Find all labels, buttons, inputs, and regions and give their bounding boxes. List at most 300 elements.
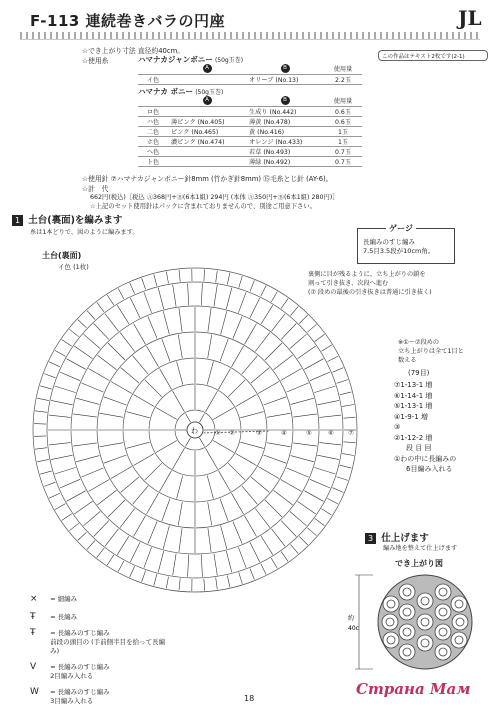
price-line-1: 662円(税込)［税込 Ⓐ368円+Ⓑ(6本1組) 294円 (本体 Ⓐ350円+Ⓑ(6本1組) 280円)］ [90, 194, 339, 201]
stitch-mark [73, 443, 97, 446]
stitch-mark [206, 448, 218, 469]
stitch-mark [267, 413, 291, 417]
stitch-mark [144, 547, 152, 568]
section-3-sub: 編み地を整えて仕上げます [383, 545, 458, 552]
dimension-label: 約 [348, 615, 355, 622]
stitch-mark [337, 477, 348, 481]
stitch-mark [322, 509, 332, 515]
stitch-mark [317, 400, 339, 404]
list-item: ⑦1-13-1 増 [394, 381, 433, 389]
stitch-mark [34, 424, 46, 425]
stitch-mark [315, 519, 325, 526]
rose-motif [435, 604, 451, 620]
stitch-mark [60, 479, 80, 488]
stitch-mark [134, 516, 146, 537]
stitch-mark [55, 350, 66, 356]
stitch-mark [293, 414, 317, 417]
stitch-mark [73, 414, 97, 417]
stitch-mark [49, 415, 71, 417]
stitch-mark [89, 369, 110, 381]
stitch-mark [272, 529, 286, 546]
col-a-badge: A [203, 64, 212, 73]
stitch-mark [299, 315, 307, 324]
stitch-mark [49, 443, 71, 445]
table-row: ハ色 薄ピンク (No.405) 薄黄 (No.478) 0.6玉 [138, 116, 362, 126]
col-b-badge: B [281, 64, 290, 73]
stitch-mark [162, 499, 170, 522]
stitch-mark [207, 361, 213, 384]
stitch-mark [188, 555, 189, 577]
stitch-mark [108, 500, 125, 517]
rose-motif [399, 584, 415, 600]
stitch-mark [213, 441, 234, 453]
stitch-mark [281, 324, 296, 340]
stitch-mark [293, 443, 317, 446]
stitch-mark [290, 511, 307, 525]
yarn-table-1 [138, 64, 362, 85]
stitch-mark [34, 436, 46, 437]
stitch-mark [281, 480, 302, 492]
stitch-mark [179, 270, 180, 282]
increase-2-icon: V [30, 662, 37, 672]
stitch-mark [154, 274, 157, 286]
stitch-mark [142, 278, 146, 289]
stitch-mark [255, 332, 270, 351]
stitch-mark [219, 369, 231, 390]
stitch-mark [242, 356, 258, 374]
stitch-mark [227, 576, 230, 588]
stitch-mark [78, 532, 87, 540]
watermark: Страна Мам [356, 680, 471, 698]
row-note: ※①～⑦段めの 立ち上がりは全て1目と 数える [398, 339, 464, 364]
rose-motif [417, 614, 433, 630]
stitch-mark [67, 359, 86, 370]
stitch-mark [272, 314, 286, 331]
stitch-mark [281, 521, 296, 537]
stitch-mark [200, 438, 205, 447]
table-header [138, 64, 362, 74]
legend-item: V = 長編みのすじ編み 2目編み入れる [30, 662, 110, 680]
diagram-title: 土台(裏面) [42, 251, 82, 260]
stitch-mark [160, 471, 172, 492]
yarn-label: ☆使用糸 [82, 57, 109, 65]
stitch-mark [76, 456, 99, 462]
section-1-heading [12, 212, 122, 226]
stitch-mark [204, 269, 205, 281]
stitch-mark [69, 329, 78, 337]
stitch-mark [271, 292, 277, 302]
stitch-mark [160, 369, 172, 390]
row-list [394, 380, 456, 475]
stitch-mark [327, 498, 338, 504]
stitch-mark [332, 488, 343, 493]
stitch-mark [148, 522, 157, 544]
stitch-mark [111, 382, 132, 394]
stitch-mark [179, 578, 180, 590]
stitch-mark [251, 368, 269, 384]
gauge-title: ゲージ [386, 223, 416, 234]
stitch-mark [228, 463, 245, 480]
stitch-mark [342, 454, 354, 456]
gauge-line-2: 7.5目3.5段が10cm角。 [363, 247, 435, 255]
stitch-mark [55, 386, 76, 393]
list-item: 段 目 回 [406, 444, 432, 452]
legend-item: W = 長編みのすじ編み 3目編み入れる [30, 687, 110, 705]
stitch-mark [214, 285, 217, 307]
stitch-mark [201, 283, 202, 305]
stitch-mark [201, 555, 202, 577]
section-3-num: 3 [365, 533, 376, 544]
stitch-mark [208, 528, 211, 552]
stitch-mark [162, 339, 170, 362]
rose-motif [399, 644, 415, 660]
stitch-mark [62, 340, 72, 347]
stitch-mark [208, 335, 212, 359]
rose-motif [399, 624, 415, 640]
stitch-mark [261, 286, 266, 297]
col-a-badge: A [203, 96, 212, 105]
rose-motif [451, 596, 467, 612]
stitch-mark [81, 468, 103, 477]
price-line-2: ☆上記のセット使用針はパックに含まれておりませんので、別途ご用意下さい。 [90, 203, 316, 210]
stitch-mark [327, 356, 338, 362]
stitch-mark [177, 475, 183, 498]
stitch-mark [130, 283, 135, 294]
stitch-mark [154, 574, 157, 586]
stitch-mark [35, 411, 47, 413]
col-b-badge: B [281, 96, 290, 105]
legend-item: Ŧ = 長編みのすじ編み 前段の頭目の (手前側半目を拾って長編み) [30, 628, 166, 655]
stitch-mark [177, 361, 183, 384]
stitch-mark [344, 442, 356, 443]
stitch-mark [84, 334, 101, 348]
rose-motif [399, 604, 415, 620]
usage-header: 使用量 [324, 96, 362, 106]
stitch-mark [232, 346, 244, 367]
brand-logo: JL [458, 6, 482, 30]
stitch-mark [51, 400, 73, 404]
legend-item: × = 細編み [30, 594, 78, 604]
usage-header: 使用量 [324, 64, 362, 74]
stitch-mark [37, 398, 49, 400]
stitch-mark [166, 272, 168, 284]
stitch-mark [208, 502, 212, 526]
table-row: ホ色 濃ピンク (No.474) オレンジ (No.433) 1玉 [138, 136, 362, 146]
stitch-mark [130, 542, 140, 562]
stitch-mark [291, 398, 314, 404]
stitch-mark [158, 288, 164, 309]
stitch-legend [30, 595, 170, 706]
stitch-mark [186, 438, 191, 447]
stitch-mark [220, 339, 228, 362]
diagram-sub: イ色 (1枚) [58, 263, 89, 271]
stitch-mark [265, 343, 282, 360]
stitch-mark [74, 501, 92, 514]
stitch-mark [214, 554, 217, 576]
rose-motif [417, 635, 433, 651]
stitch-mark [97, 355, 116, 370]
stitch-mark [108, 343, 125, 360]
stitch-mark [271, 558, 277, 568]
crochet-chart [10, 265, 370, 595]
stitch-mark [178, 335, 182, 359]
finished-diagram [345, 568, 490, 678]
table-row: イ色 オリーブ (No.13) 2.2玉 [138, 74, 362, 84]
stitch-mark [238, 292, 246, 313]
list-item: 6目編み入れる [406, 465, 453, 473]
stitch-mark [221, 526, 227, 549]
stitch-mark [105, 314, 119, 331]
stitch-mark [342, 405, 354, 407]
stitch-mark [173, 391, 185, 412]
list-item: ⑥1-14-1 増 [394, 391, 433, 400]
stitch-mark [216, 578, 218, 590]
stitch-mark [233, 522, 242, 544]
stitch-mark [291, 544, 299, 553]
stitch-mark [111, 467, 132, 479]
stitch-mark [261, 305, 273, 324]
stitch-mark [344, 417, 356, 418]
stitch-mark [121, 477, 139, 493]
stitch-mark [226, 288, 232, 309]
stitch-mark [130, 566, 135, 577]
stitch-mark [117, 305, 129, 324]
stitch-mark [145, 463, 162, 480]
stitch-mark [340, 465, 352, 468]
rose-motif [435, 644, 451, 660]
list-item: ③ [394, 423, 401, 431]
stitch-mark [281, 552, 288, 562]
stitch-mark [250, 280, 254, 291]
stitch-mark [186, 414, 191, 423]
stitch-mark [291, 456, 314, 462]
stitch-mark [233, 316, 242, 338]
stitch-mark [226, 551, 232, 572]
stitch-mark [107, 295, 114, 305]
brand1-note: (50g玉巻) [214, 57, 244, 64]
round-label: ④ [281, 429, 287, 437]
table-row: ロ色 生成り (No.442) 0.6玉 [138, 106, 362, 116]
stitch-mark [87, 311, 95, 320]
stitch-mark [105, 529, 119, 546]
stitch-mark [133, 486, 149, 504]
round-label: ⑦ [348, 429, 354, 437]
stitch-mark [163, 526, 169, 549]
stitch-mark [307, 528, 316, 536]
stitch-mark [307, 324, 316, 332]
page-title: F-113 連続巻きバラの円座 [30, 12, 226, 30]
brand2-name: ハマナカ ボニー [138, 87, 193, 96]
stitch-mark [298, 501, 316, 514]
list-item: ①わの中に長編みの [394, 454, 457, 463]
stitch-mark [207, 475, 213, 498]
stitch-mark [84, 511, 101, 525]
stitch-mark [120, 332, 135, 351]
stitch-mark [281, 299, 288, 309]
stitch-mark [298, 346, 316, 359]
stitch-mark [126, 442, 149, 448]
stitch-mark [299, 536, 307, 545]
stitch-mark [304, 491, 323, 502]
stitch-mark [258, 382, 279, 394]
stitch-mark [94, 324, 109, 340]
round-label: ⑤ [306, 429, 312, 437]
stitch-mark [290, 334, 307, 348]
dimension-value: 40c [348, 625, 359, 632]
stitch-mark [147, 346, 159, 367]
stitch-mark [221, 311, 227, 334]
stitch-mark [145, 380, 162, 397]
rose-motif [435, 624, 451, 640]
size-label: ☆でき上がり寸法 [82, 47, 136, 55]
rose-motif [452, 614, 468, 630]
stitch-mark [236, 395, 257, 407]
finished-diagram-title: でき上がり図 [395, 559, 443, 568]
stitch-mark [261, 536, 273, 555]
table-row: 二色 ピンク (No.465) 黄 (No.416) 1玉 [138, 126, 362, 136]
stitch-mark [206, 391, 218, 412]
stitch-mark [44, 482, 55, 486]
stitch-mark [81, 383, 103, 392]
stitch-mark [97, 302, 104, 312]
list-item: ⑤1-13-1 増 [394, 402, 433, 410]
stitch-mark [100, 413, 124, 417]
yarn-table-2 [138, 96, 362, 167]
stitch-mark [319, 415, 341, 417]
stitch-mark [287, 468, 309, 477]
stitch-mark [208, 308, 211, 332]
increase-3-icon: W [30, 687, 39, 697]
stitch-mark [219, 471, 231, 492]
stitch-mark [213, 408, 234, 420]
table-header [138, 96, 362, 106]
section-3-heading [365, 530, 429, 544]
section-1-title: 土台(裏面)を編みます [28, 215, 123, 226]
gauge-box [357, 224, 455, 264]
round-label: ⑥ [328, 429, 334, 437]
stitch-mark [240, 412, 263, 418]
stitch-mark [322, 345, 332, 351]
stitch-mark [118, 561, 124, 572]
stitch-mark [49, 362, 60, 367]
stitch-mark [49, 493, 60, 498]
stitch-mark [158, 551, 164, 572]
section-1-sub: 糸は1本どりで、図のように編みます。 [30, 229, 139, 236]
stitch-mark [166, 577, 168, 589]
stitch-mark [250, 298, 260, 318]
double-crochet-icon: Ŧ [30, 612, 36, 622]
double-crochet-blo-icon: Ŧ [30, 628, 36, 638]
stitch-mark [142, 571, 146, 582]
stitch-mark [144, 292, 152, 313]
stitch-mark [245, 324, 257, 345]
stitch-mark [304, 359, 323, 370]
stitch-mark [67, 491, 86, 502]
stitch-mark [173, 448, 185, 469]
stitch-mark [173, 554, 176, 576]
tools-value: ⑦ハマナカジャンボニー針8mm (竹かぎ針8mm) ⑮毛糸とじ針 (AY-6)。 [110, 175, 333, 183]
stitch-mark [258, 467, 279, 479]
rose-motif [383, 596, 399, 612]
lace-border [20, 32, 480, 40]
round-label: ③ [256, 429, 262, 437]
stitch-mark [40, 386, 52, 389]
stitch-mark [163, 311, 169, 334]
stitch-mark [337, 380, 348, 384]
stitch-mark [251, 477, 269, 493]
stitch-mark [179, 308, 182, 332]
stitch-mark [147, 493, 159, 514]
stitch-mark [69, 523, 78, 531]
stitch-mark [261, 564, 266, 575]
edge-note: 裏側に目が残るように、立ち上がりの鎖を 割って引き抜き、次段へ進む (⑦ 段めの最後の引き抜きは普通に引き抜く) [308, 271, 432, 296]
stitch-mark [240, 442, 263, 448]
rose-motif [435, 584, 451, 600]
stitch-mark [332, 368, 343, 373]
section-3-title: 仕上げます [381, 533, 429, 544]
stitch-mark [274, 490, 293, 505]
stitch-mark [317, 455, 339, 459]
rose-motif [451, 632, 467, 648]
stitch-mark [173, 285, 176, 307]
stitch-mark [74, 346, 92, 359]
round-label: ② [229, 429, 235, 437]
list-item: ④1-9-1 増 [394, 412, 428, 421]
stitch-mark [340, 392, 352, 395]
round-label: ① [215, 429, 221, 437]
tools-spec [82, 173, 332, 183]
stitch-mark [89, 480, 110, 492]
stitch-mark [134, 395, 155, 407]
stitch-mark [314, 386, 335, 393]
stitch-mark [76, 398, 99, 404]
stitch-mark [148, 316, 157, 338]
page-note: この作品はテキスト2枚です(2-1) [378, 50, 488, 61]
total-stitches: (79目) [408, 369, 430, 377]
stitch-mark [55, 467, 76, 474]
stitch-mark [245, 516, 257, 537]
stitch-mark [239, 572, 243, 584]
stitch-mark [220, 499, 228, 522]
stitch-mark [315, 334, 325, 341]
rose-motif [417, 593, 433, 609]
stitch-mark [44, 374, 55, 378]
price-label: ☆計 代 [82, 185, 109, 193]
stitch-mark [94, 521, 109, 537]
stitch-mark [204, 579, 205, 591]
stitch-mark [274, 355, 293, 370]
stitch-mark [179, 528, 182, 552]
stitch-mark [287, 383, 309, 392]
stitch-mark [121, 368, 139, 384]
rose-motif [383, 632, 399, 648]
rose-motif [382, 614, 398, 630]
stitch-mark [291, 306, 299, 315]
stitch-mark [319, 443, 341, 445]
brand1-name: ハマナカジャンボニー [138, 55, 213, 64]
stitch-mark [264, 397, 287, 405]
stitch-mark [228, 380, 245, 397]
size-value: 直径約40cm。 [137, 47, 185, 55]
table-row: へ色 若草 (No.493) 0.7玉 [138, 146, 362, 156]
stitch-mark [134, 454, 155, 466]
stitch-mark [55, 504, 66, 510]
stitch-mark [130, 298, 140, 318]
stitch-mark [314, 467, 335, 474]
stitch-mark [87, 541, 95, 550]
stitch-mark [97, 548, 104, 558]
stitch-mark [227, 273, 230, 285]
